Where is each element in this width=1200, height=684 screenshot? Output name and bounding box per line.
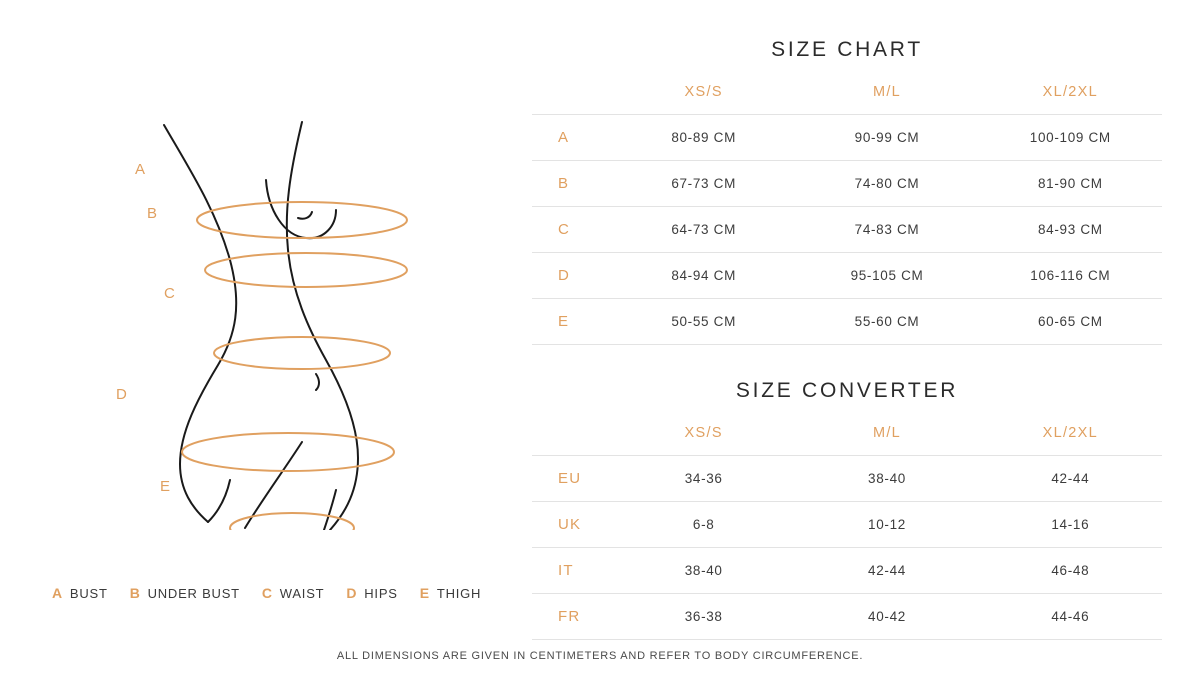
cell-value: 42-44	[979, 456, 1162, 502]
body-measurement-illustration	[40, 60, 490, 530]
row-label: EU	[532, 456, 612, 502]
cell-value: 38-40	[795, 456, 978, 502]
tables-column	[532, 38, 1162, 640]
size-converter-title: SIZE CONVERTER	[735, 379, 959, 402]
cell-value: 84-93 CM	[979, 207, 1162, 253]
cell-value: 46-48	[979, 548, 1162, 594]
cell-value: 50-55 CM	[612, 299, 795, 345]
cell-value: 80-89 CM	[612, 115, 795, 161]
cell-value: 84-94 CM	[612, 253, 795, 299]
row-label: E	[532, 299, 612, 345]
table-header-row	[532, 425, 1162, 456]
legend-label: HIPS	[364, 586, 398, 601]
row-label: IT	[532, 548, 612, 594]
table-row	[532, 548, 1162, 594]
legend-label: UNDER BUST	[147, 586, 240, 601]
cell-value: 44-46	[979, 594, 1162, 640]
size-chart-title: SIZE CHART	[771, 38, 923, 61]
cell-value: 6-8	[612, 502, 795, 548]
row-label: FR	[532, 594, 612, 640]
legend-item	[346, 585, 397, 601]
table-row	[532, 115, 1162, 161]
table-header-row	[532, 84, 1162, 115]
marker-letter-e: E	[160, 478, 171, 495]
row-label: A	[532, 115, 612, 161]
table-row	[532, 299, 1162, 345]
cell-value: 95-105 CM	[795, 253, 978, 299]
size-converter-header-ml: M/L	[872, 425, 902, 441]
cell-value: 74-83 CM	[795, 207, 978, 253]
size-chart-header-xl2xl: XL/2XL	[1042, 84, 1099, 100]
cell-value: 106-116 CM	[979, 253, 1162, 299]
cell-value: 74-80 CM	[795, 161, 978, 207]
cell-value: 10-12	[795, 502, 978, 548]
legend-label: BUST	[69, 586, 108, 601]
legend-letter: A	[52, 585, 63, 601]
size-converter-header-xss: XS/S	[684, 425, 723, 441]
row-label: C	[532, 207, 612, 253]
table-row	[532, 594, 1162, 640]
table-row	[532, 161, 1162, 207]
legend-item	[262, 585, 324, 601]
legend-letter: C	[261, 585, 273, 601]
cell-value: 36-38	[612, 594, 795, 640]
size-converter-header-xl2xl: XL/2XL	[1042, 425, 1099, 441]
legend-letter: B	[129, 585, 141, 601]
legend-item	[130, 585, 240, 601]
table-row	[532, 502, 1162, 548]
marker-letter-c: C	[164, 285, 175, 302]
table-row	[532, 456, 1162, 502]
legend-item	[420, 585, 481, 601]
cell-value: 55-60 CM	[795, 299, 978, 345]
size-converter-header-corner	[532, 425, 612, 456]
cell-value: 34-36	[612, 456, 795, 502]
cell-value: 100-109 CM	[979, 115, 1162, 161]
size-chart-table	[532, 84, 1162, 345]
legend-label: THIGH	[436, 586, 482, 601]
size-chart-header-ml: M/L	[872, 84, 902, 100]
cell-value: 42-44	[795, 548, 978, 594]
size-chart-header-xss: XS/S	[684, 84, 723, 100]
table-row	[532, 207, 1162, 253]
legend-letter: D	[346, 585, 358, 601]
row-label: UK	[532, 502, 612, 548]
cell-value: 60-65 CM	[979, 299, 1162, 345]
cell-value: 14-16	[979, 502, 1162, 548]
row-label: D	[532, 253, 612, 299]
marker-letter-d: D	[116, 386, 127, 403]
legend	[52, 585, 481, 601]
marker-letter-b: B	[147, 205, 158, 222]
cell-value: 38-40	[612, 548, 795, 594]
footnote: ALL DIMENSIONS ARE GIVEN IN CENTIMETERS AND REFER TO BODY CIRCUMFERENCE.	[336, 650, 864, 662]
cell-value: 90-99 CM	[795, 115, 978, 161]
marker-letter-a: A	[135, 161, 146, 178]
cell-value: 40-42	[795, 594, 978, 640]
cell-value: 64-73 CM	[612, 207, 795, 253]
cell-value: 81-90 CM	[979, 161, 1162, 207]
row-label: B	[532, 161, 612, 207]
table-row	[532, 253, 1162, 299]
size-chart-header-corner	[532, 84, 612, 115]
legend-item	[52, 585, 108, 601]
size-converter-table	[532, 425, 1162, 640]
section-spacer	[532, 345, 1162, 379]
cell-value: 67-73 CM	[612, 161, 795, 207]
legend-label: WAIST	[279, 586, 325, 601]
legend-letter: E	[419, 585, 430, 601]
